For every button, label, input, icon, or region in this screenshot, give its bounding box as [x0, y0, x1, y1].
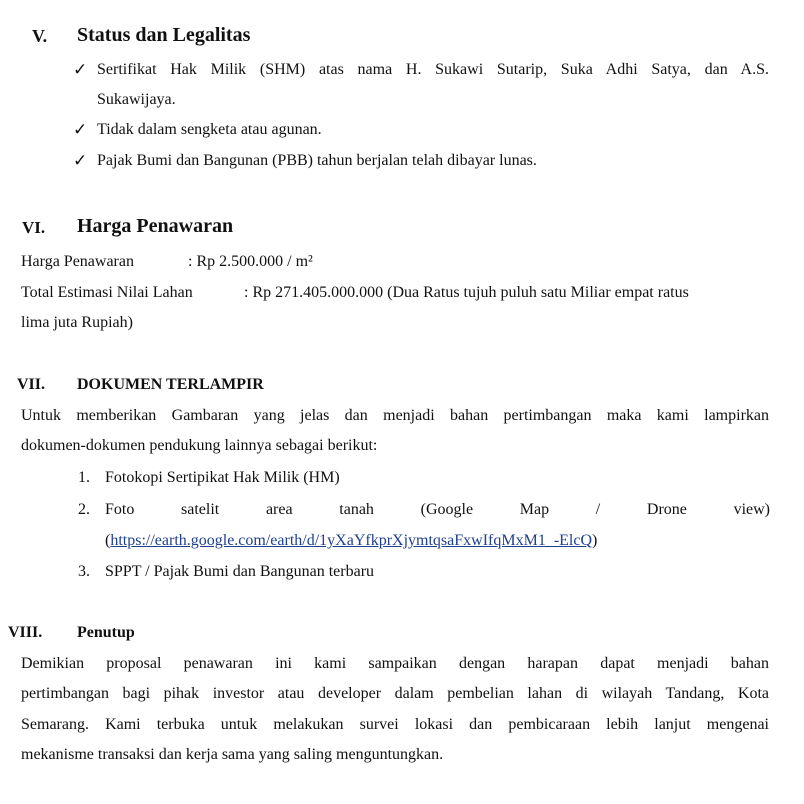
total-value: : Rp 271.405.000.000 (Dua Ratus tujuh puluh satu Miliar empat ratus: [244, 284, 689, 301]
attachment-item-2-word: satelit: [181, 501, 220, 518]
section-vi-numeral: VI.: [22, 218, 46, 237]
satellite-link-line: [105, 532, 597, 550]
attachment-item-3: SPPT / Pajak Bumi dan Bangunan terbaru: [105, 563, 375, 580]
checkmark-icon: ✓: [73, 151, 88, 170]
legal-item-1-line-2: Sukawijaya.: [97, 91, 176, 108]
section-v-numeral: V.: [32, 26, 48, 46]
attachment-item-2-word: tanah: [339, 501, 374, 518]
checkmark-icon: ✓: [73, 120, 88, 139]
attachment-item-2-word: Foto: [105, 501, 135, 518]
attachment-item-2-word: view): [733, 501, 770, 518]
link-paren-close: ): [592, 532, 598, 549]
attachment-item-1: Fotokopi Sertipikat Hak Milik (HM): [105, 469, 340, 486]
checkmark-icon: ✓: [73, 60, 88, 79]
total-value-continued: lima juta Rupiah): [21, 314, 133, 331]
list-item-number: 3.: [78, 563, 90, 580]
attachments-intro-line-2: dokumen-dokumen pendukung lainnya sebagai berikut:: [21, 437, 378, 454]
section-vi-title: Harga Penawaran: [77, 215, 234, 237]
price-value: : Rp 2.500.000 / m²: [188, 253, 313, 270]
attachment-item-2: [105, 501, 770, 519]
section-vii-numeral: VII.: [17, 376, 46, 393]
section-vii-title: DOKUMEN TERLAMPIR: [77, 376, 264, 393]
price-label: Harga Penawaran: [21, 253, 134, 270]
attachment-item-2-word: Map: [519, 501, 550, 518]
closing-paragraph-line-2: pertimbangan bagi pihak investor atau developer dalam pembelian lahan di wilayah Tandang, Kota: [21, 685, 769, 702]
section-v-title: Status dan Legalitas: [77, 24, 251, 46]
link-paren-open: (: [105, 532, 111, 549]
section-viii-numeral: VIII.: [8, 624, 43, 641]
closing-paragraph-line-4: mekanisme transaksi dan kerja sama yang saling menguntungkan.: [21, 746, 444, 763]
closing-paragraph-line-3: Semarang. Kami terbuka untuk melakukan survei lokasi dan pembicaraan lebih lanjut mengenai: [21, 716, 769, 733]
attachment-item-2-word: /: [595, 501, 601, 518]
legal-item-2: Tidak dalam sengketa atau agunan.: [97, 121, 322, 138]
legal-item-3: Pajak Bumi dan Bangunan (PBB) tahun berjalan telah dibayar lunas.: [97, 152, 537, 169]
list-item-number: 1.: [78, 469, 90, 486]
attachment-item-2-word: (Google: [420, 501, 474, 518]
closing-paragraph-line-1: Demikian proposal penawaran ini kami sampaikan dengan harapan dapat menjadi bahan: [21, 655, 769, 672]
legal-item-1-line-1: Sertifikat Hak Milik (SHM) atas nama H. Sukawi Sutarip, Suka Adhi Satya, dan A.S.: [97, 61, 769, 78]
attachments-intro-line-1: Untuk memberikan Gambaran yang jelas dan menjadi bahan pertimbangan maka kami lampirkan: [21, 407, 769, 424]
attachment-item-2-word: Drone: [646, 501, 687, 518]
attachment-item-2-word: area: [265, 501, 293, 518]
google-earth-link[interactable]: https://earth.google.com/earth/d/1yXaYfkprXjymtqsaFxwIfqMxM1_-ElcQ: [110, 532, 593, 549]
total-value-label: Total Estimasi Nilai Lahan: [21, 284, 193, 301]
list-item-number: 2.: [78, 501, 90, 518]
section-viii-title: Penutup: [77, 624, 135, 641]
